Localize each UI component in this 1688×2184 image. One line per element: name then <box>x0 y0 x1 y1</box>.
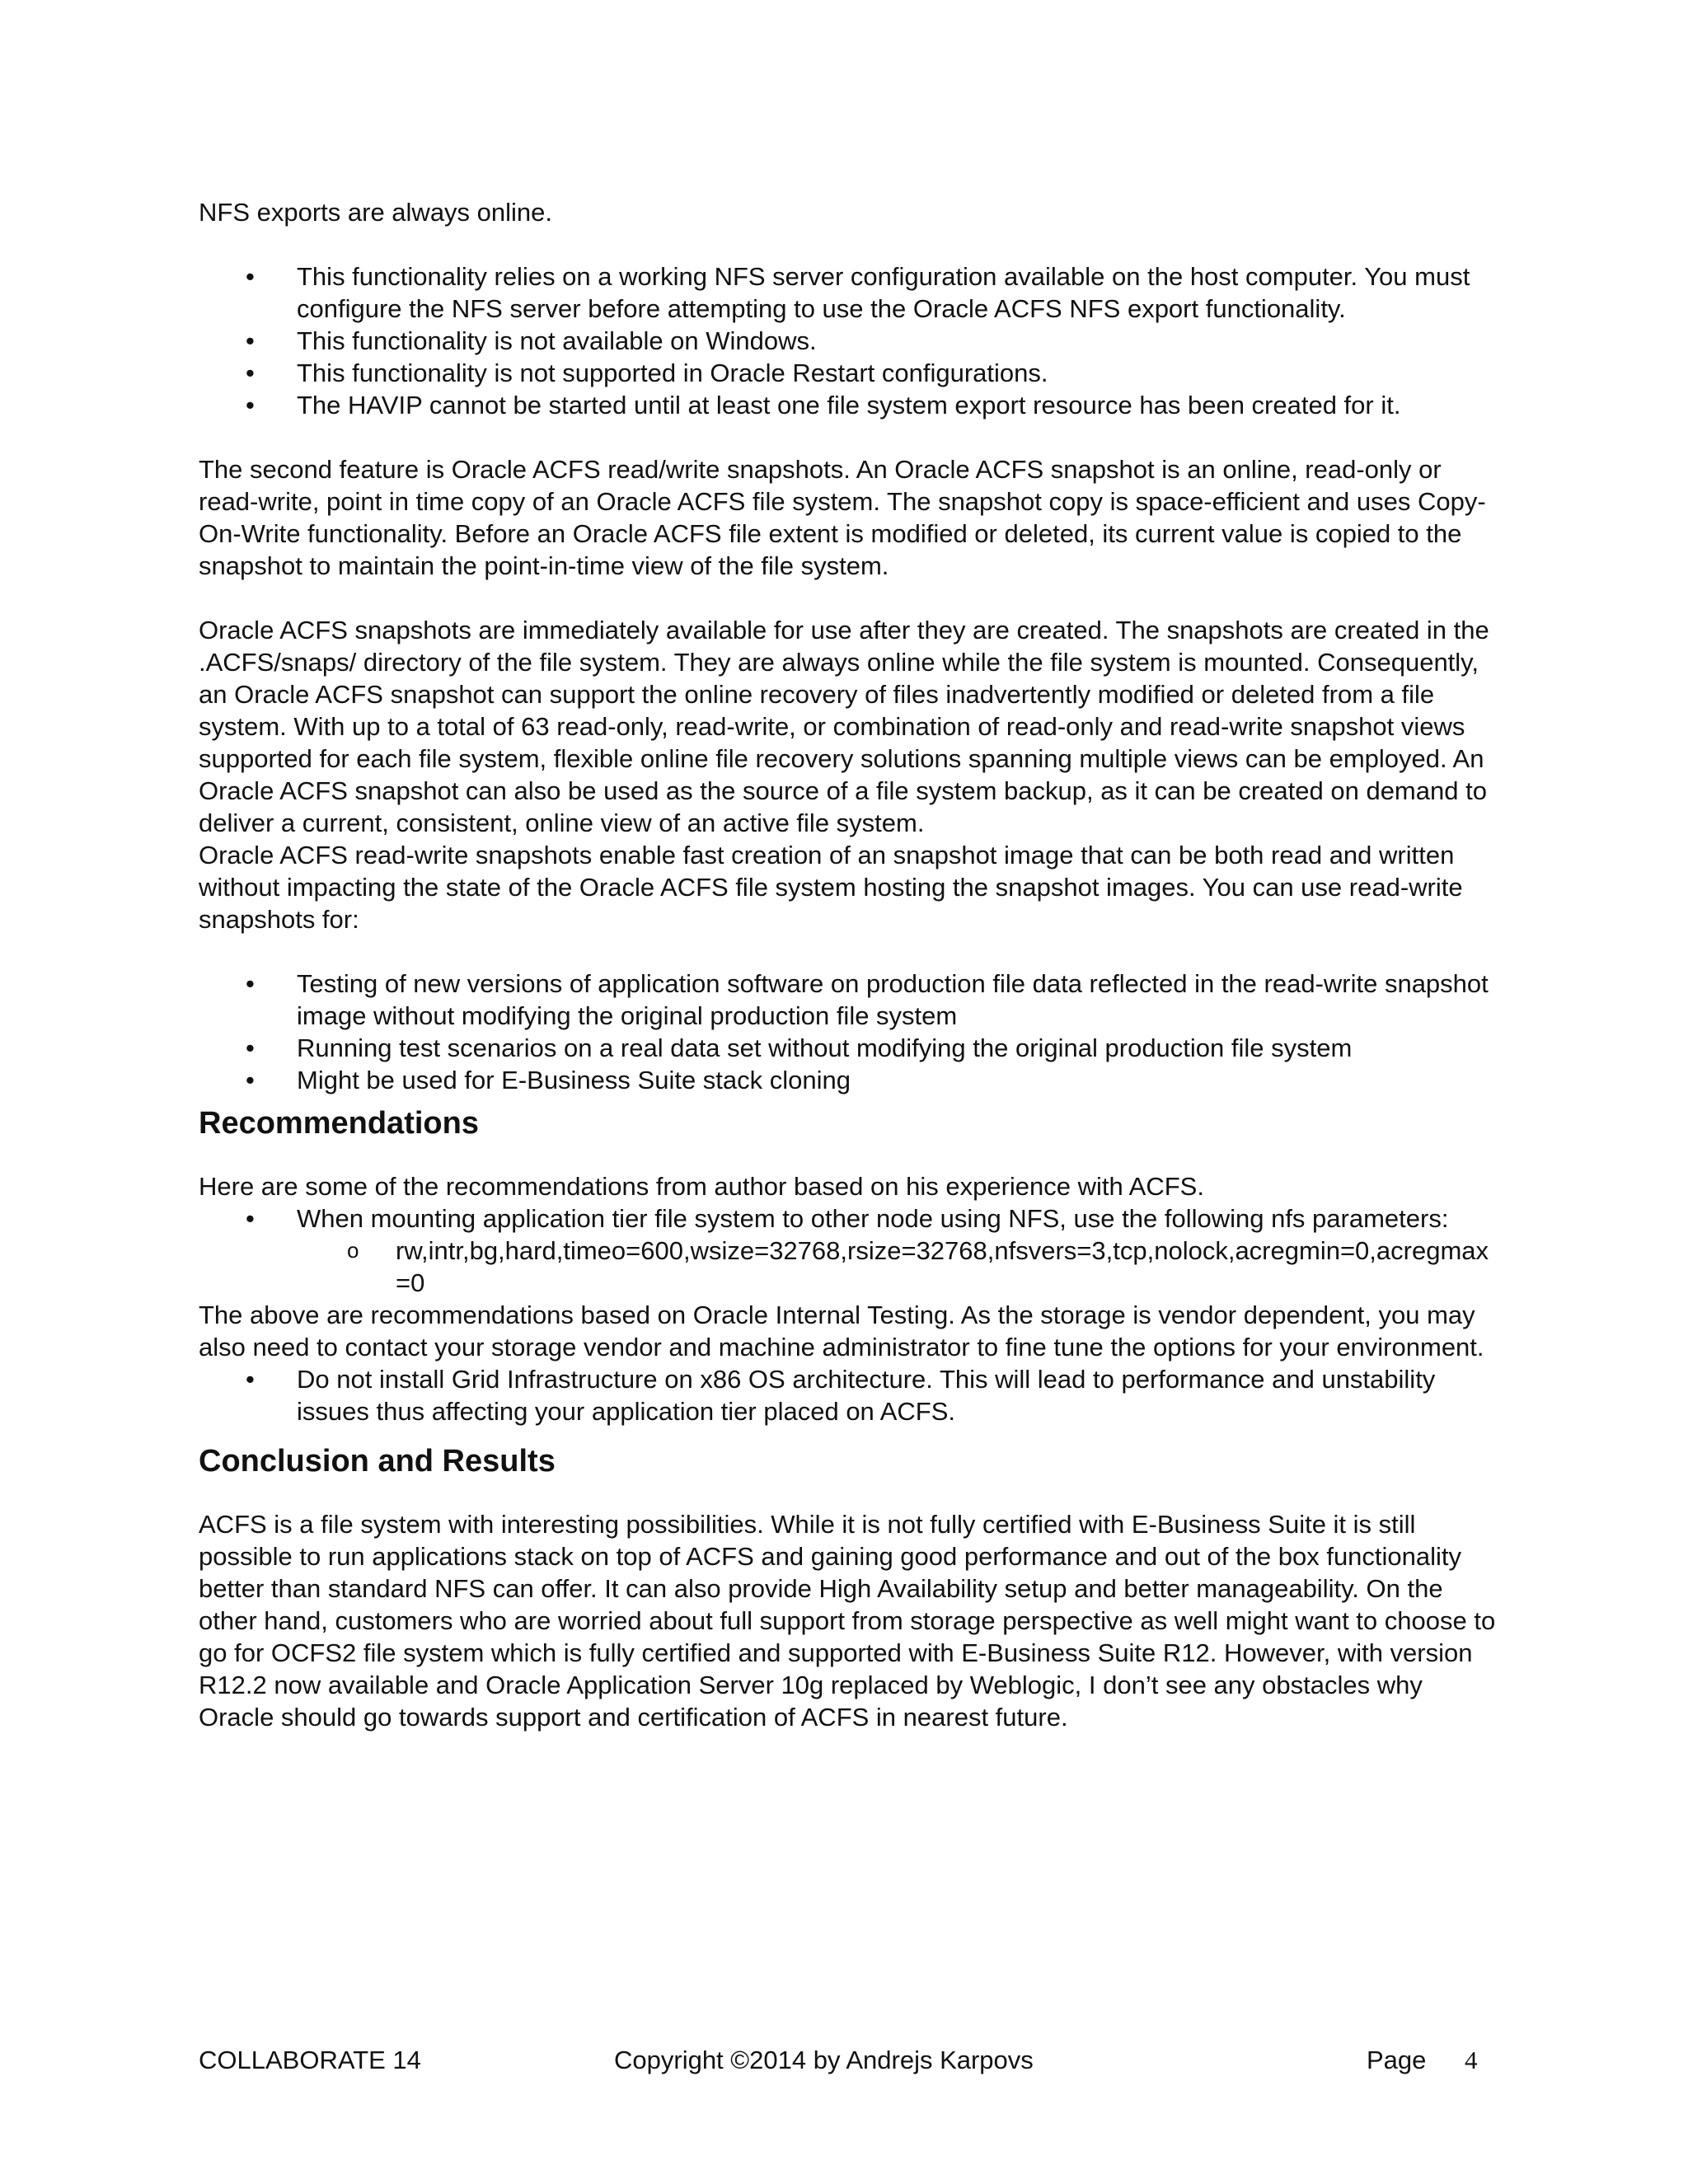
page-footer <box>199 2044 1501 2077</box>
footer-copyright: Copyright ©2014 by Andrejs Karpovs <box>614 2046 1034 2074</box>
document-body <box>199 196 1501 1733</box>
nfs-params-item: o rw,intr,bg,hard,timeo=600,wsize=32768,rsize=32768,nfsvers=3,tcp,nolock,acregmin=0,acregmax=0 <box>199 1235 1501 1299</box>
recommendations-heading: Recommendations <box>199 1106 479 1141</box>
read-write-bullet-list <box>199 968 1501 1096</box>
footer-page-number: 4 <box>1465 2046 1478 2074</box>
list-item: • The HAVIP cannot be started until at least one file system export resource has been created for it. <box>199 389 1501 421</box>
snapshots-paragraph: The second feature is Oracle ACFS read/write snapshots. An Oracle ACFS snapshot is an online, read-only or read-write, point in time copy of an Oracle ACFS file system. The snapshot copy is space-efficient and uses Copy-On-Write functionality. Before an Oracle ACFS file extent is modified or deleted, its current value is copied to the snapshot to maintain the point-in-time view of the file system. <box>199 455 1486 580</box>
recommendations-intro: Here are some of the recommendations from author based on his experience with ACFS. <box>199 1172 1204 1201</box>
list-item: • This functionality relies on a working NFS server configuration available on the host computer. You must configure the NFS server before attempting to use the Oracle ACFS NFS export functionality. <box>199 260 1501 325</box>
conclusion-paragraph: ACFS is a file system with interesting possibilities. While it is not fully certified with E-Business Suite it is still possible to run applications stack on top of ACFS and gaining good performance and out of the box functionality better than standard NFS can offer. It can also provide High Availability setup and better manageability. On the other hand, customers who are worried about full support from storage perspective as well might want to choose to go for OCFS2 file system which is fully certified and supported with E-Business Suite R12. However, with version R12.2 now available and Oracle Application Server 10g replaced by Weblogic, I don’t see any obstacles why Oracle should go towards support and certification of ACFS in nearest future. <box>199 1510 1496 1732</box>
list-item <box>199 1202 1501 1235</box>
nfs-params-sublist <box>199 1235 1501 1299</box>
list-item: • Testing of new versions of application software on production file data reflected in the read-write snapshot image without modifying the original production file system <box>199 968 1501 1032</box>
snapshots-available-paragraph: Oracle ACFS snapshots are immediately available for use after they are created. The snapshots are created in the .ACFS/snaps/ directory of the file system. They are always online while the file system is mounted. Consequently, an Oracle ACFS snapshot can support the online recovery of files inadvertently modified or deleted from a file system. With up to a total of 63 read-only, read-write, or combination of read-only and read-write snapshot views supported for each file system, flexible online file recovery solutions spanning multiple views can be employed. An Oracle ACFS snapshot can also be used as the source of a file system backup, as it can be created on demand to deliver a current, consistent, online view of an active file system. <box>199 616 1489 837</box>
list-item: • Do not install Grid Infrastructure on x86 OS architecture. This will lead to performance and unstability issues thus affecting your application tier placed on ACFS. <box>199 1363 1501 1427</box>
list-item: • Running test scenarios on a real data set without modifying the original production file system <box>199 1032 1501 1064</box>
list-item: • Might be used for E-Business Suite stack cloning <box>199 1064 1501 1096</box>
recommendations-bullet-list-2 <box>199 1363 1501 1427</box>
list-item: • This functionality is not available on Windows. <box>199 325 1501 357</box>
recommendations-note: The above are recommendations based on Oracle Internal Testing. As the storage is vendor dependent, you may also need to contact your storage vendor and machine administrator to fine tune the options for your environment. <box>199 1301 1484 1361</box>
recommendations-bullet-list <box>199 1202 1501 1235</box>
intro-text: NFS exports are always online. <box>199 198 553 227</box>
conclusion-heading: Conclusion and Results <box>199 1444 556 1479</box>
footer-page-label: Page <box>1367 2046 1427 2074</box>
nfs-bullet-list <box>199 260 1501 421</box>
list-item: • This functionality is not supported in Oracle Restart configurations. <box>199 357 1501 389</box>
nfs-mount-bullet-text: When mounting application tier file system to other node using NFS, use the following nfs parameters: <box>297 1204 1449 1233</box>
footer-conference: COLLABORATE 14 <box>199 2046 421 2074</box>
read-write-paragraph: Oracle ACFS read-write snapshots enable fast creation of an snapshot image that can be both read and written without impacting the state of the Oracle ACFS file system hosting the snapshot images. You can use read-write snapshots for: <box>199 841 1463 934</box>
